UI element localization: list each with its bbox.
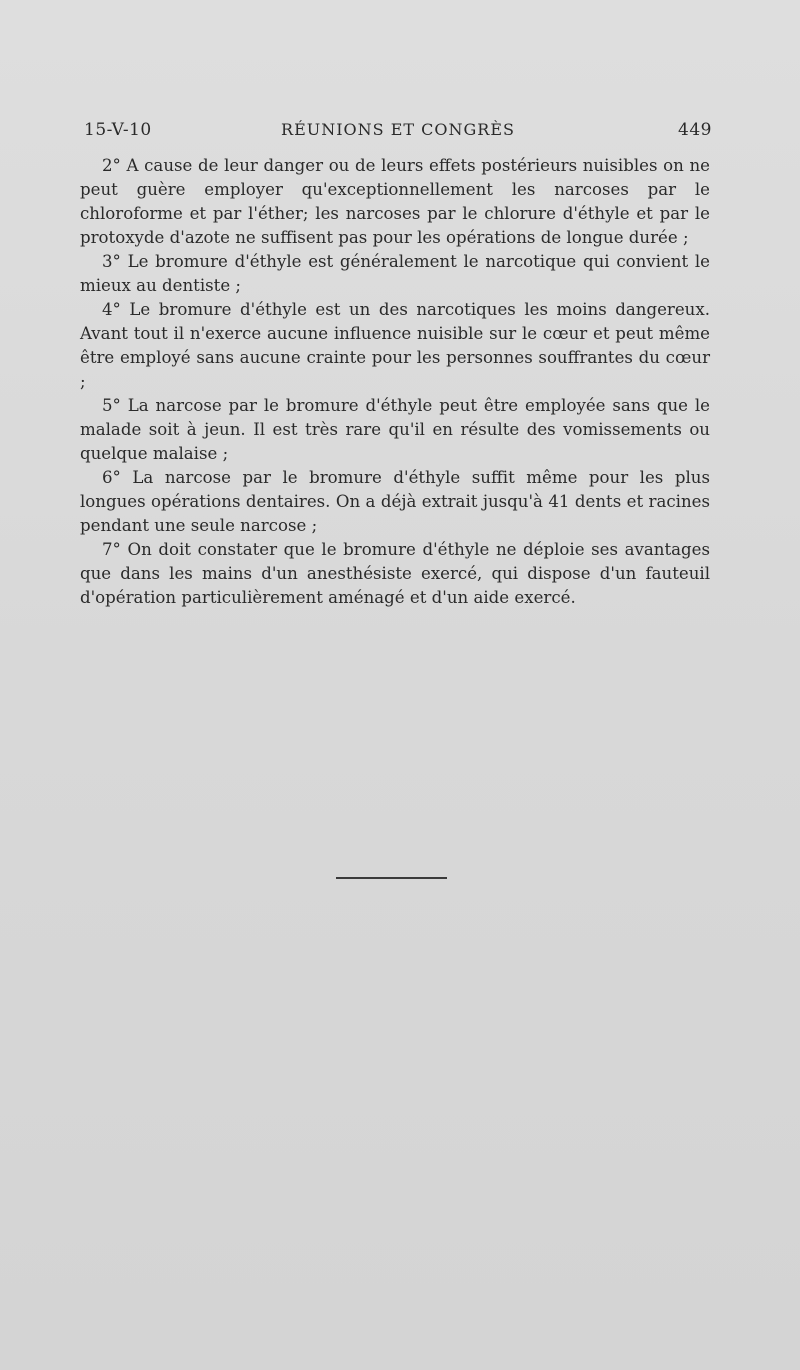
body-text — [80, 154, 710, 610]
header-date: 15-V-10 — [84, 120, 152, 140]
header-section-title: RÉUNIONS ET CONGRÈS — [281, 120, 515, 139]
paragraph-4: 4° Le bromure d'éthyle est un des narcotiques les moins dangereux. Avant tout il n'exerce aucune influence nuisible sur le cœur et peut même être employé sans aucune crainte pour les personnes souffrantes du cœur ; — [80, 300, 710, 391]
paragraph-7: 7° On doit constater que le bromure d'éthyle ne déploie ses avantages que dans les mains d'un anesthésiste exercé, qui dispose d'un fauteuil d'opération particulièrement aménagé et d'un aide exercé. — [80, 540, 710, 607]
page-number: 449 — [678, 120, 712, 140]
paragraph-6: 6° La narcose par le bromure d'éthyle suffit même pour les plus longues opérations dentaires. On a déjà extrait jusqu'à 41 dents et racines pendant une seule narcose ; — [80, 468, 710, 535]
paragraph-3: 3° Le bromure d'éthyle est généralement le narcotique qui convient le mieux au dentiste ; — [80, 252, 710, 295]
paragraph-5: 5° La narcose par le bromure d'éthyle peut être employée sans que le malade soit à jeun. Il est très rare qu'il en résulte des vomissements ou quelque malaise ; — [80, 396, 710, 463]
section-divider — [336, 877, 447, 879]
running-header — [84, 120, 712, 146]
paragraph-2: 2° A cause de leur danger ou de leurs effets postérieurs nuisibles on ne peut guère employer qu'exceptionnellement les narcoses par le chloroforme et par l'éther; les narcoses par le chlorure d'éthyle et par le protoxyde d'azote ne suffisent pas pour les opérations de longue durée ; — [80, 156, 710, 247]
